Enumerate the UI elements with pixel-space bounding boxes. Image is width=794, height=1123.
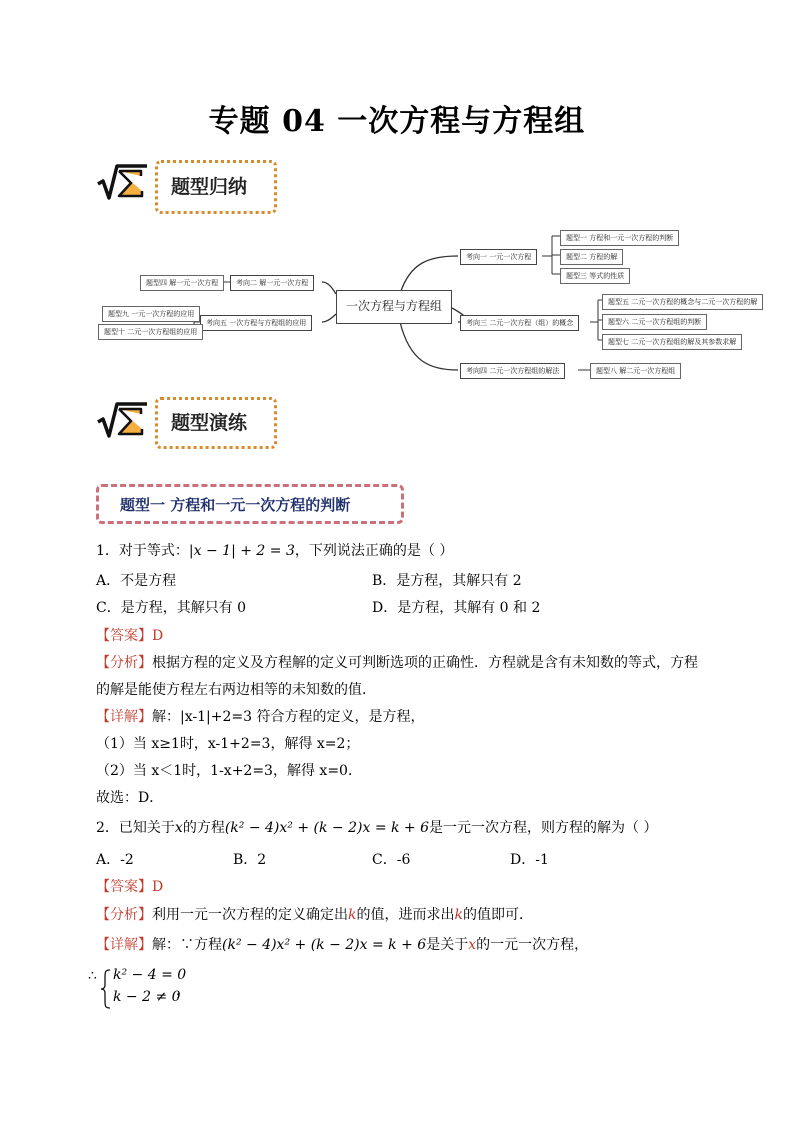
q2-detail-mid: 是关于 [426,937,469,953]
q2-system-brace [99,968,113,1010]
q1-detail-text-1: 解：|x-1|+2=3 符合方程的定义，是方程， [152,709,425,725]
q2-analysis-tag: 【分析】 [96,907,152,923]
q1-stem [96,541,453,561]
q1-analysis-tag: 【分析】 [96,655,152,671]
q2-therefore: ∴ [88,968,97,984]
q2-detail-post: 的一元一次方程， [476,937,589,953]
mindmap-leaf-t8: 题型八 解二元一次方程组 [590,363,681,379]
mindmap-leaf-t4: 题型四 解一元一次方程 [140,275,224,291]
q2-analysis [96,905,533,925]
q1-detail-tag: 【详解】 [96,709,152,725]
page-title: 专题 04 一次方程与方程组 [208,104,586,139]
q1-opt-d: D．是方程，其解有 0 和 2 [372,600,541,616]
q2-system-line-1: k² − 4 = 0 [113,967,187,983]
q1-conclusion: 故选：D． [96,790,164,806]
q2-analysis-mid: 的值，进而求出 [356,907,455,923]
q2-answer [96,877,163,897]
q1-opt-b: B．是方程，其解只有 2 [372,573,522,589]
q2-detail [96,935,588,955]
q1-stem-post: ，下列说法正确的是（ ） [294,543,454,559]
q1-detail-3: （2）当 x＜1时，1-x+2=3，解得 x=0． [96,763,362,779]
practice-section-label: 题型演练 [171,412,248,434]
q1-analysis-1 [96,653,698,673]
q2-stem [96,818,657,838]
q2-detail-var: x [468,937,477,953]
q2-answer-tag: 【答案】 [96,879,152,895]
q1-analysis-2: 的解是能使方程左右两边相等的未知数的值． [96,682,376,698]
q2-detail-pre: 解：∵方程 [152,937,222,953]
q1-stem-expr: |x − 1| + 2 = 3 [188,543,295,559]
q2-detail-expr: (k² − 4)x² + (k − 2)x = k + 6 [222,937,427,953]
mindmap-leaf-t5: 题型五 二元一次方程的概念与二元一次方程的解 [602,294,763,310]
q2-stem-var: x [174,820,183,836]
q2-analysis-post: 的值即可． [462,907,533,923]
mindmap-node-k3: 考向三 二元一次方程（组）的概念 [460,315,579,331]
q1-detail-1 [96,707,424,727]
mindmap-node-k1: 考向一 一元一次方程 [460,249,537,265]
q2-stem-post: 是一元一次方程，则方程的解为（ ） [429,820,658,836]
mindmap-leaf-t3: 题型三 等式的性质 [560,268,630,284]
q2-stem-expr: (k² − 4)x² + (k − 2)x = k + 6 [224,820,430,836]
q2-answer-value: D [152,879,164,895]
summary-section-label: 题型归纳 [171,176,248,198]
mindmap-leaf-t1: 题型一 方程和一元一次方程的判断 [560,230,679,246]
sqrt-sigma-icon [95,162,149,202]
q2-stem-mid: 的方程 [182,820,225,836]
mindmap-center: 一次方程与方程组 [336,290,452,324]
q2-opt-d: D．-1 [510,852,549,868]
q2-system-tail: ， [176,983,190,999]
q2-analysis-k1: k [348,907,357,923]
q2-analysis-k2: k [454,907,463,923]
q2-stem-pre: 2．已知关于 [96,820,175,836]
q2-analysis-pre: 利用一元一次方程的定义确定出 [152,907,348,923]
mindmap-leaf-t7: 题型七 二元一次方程组的解及其参数求解 [602,334,742,350]
q1-detail-2: （1）当 x≥1时，x-1+2=3，解得 x=2； [96,736,360,752]
q1-answer-tag: 【答案】 [96,628,152,644]
q2-opt-b: B．2 [233,852,267,868]
q1-analysis-text-1: 根据方程的定义及方程解的定义可判断选项的正确性．方程就是含有未知数的等式，方程 [152,655,698,671]
mindmap [90,222,758,382]
q1-answer-value: D [152,628,164,644]
q2-detail-tag: 【详解】 [96,937,152,953]
mindmap-leaf-t2: 题型二 方程的解 [560,249,623,265]
mindmap-node-k4: 考向四 二元一次方程组的解法 [460,363,565,379]
topic-label: 题型一 方程和一元一次方程的判断 [120,496,351,514]
q2-opt-c: C．-6 [372,852,411,868]
q1-opt-a: A．不是方程 [96,573,177,589]
q1-answer [96,626,163,646]
q1-stem-pre: 1．对于等式： [96,543,189,559]
mindmap-node-k2: 考向二 解一元一次方程 [230,275,314,291]
q1-opt-c: C．是方程，其解只有 0 [96,600,247,616]
mindmap-leaf-t6: 题型六 二元一次方程组的判断 [602,314,707,330]
q2-opt-a: A．-2 [96,852,134,868]
mindmap-leaf-t10: 题型十 二元一次方程组的应用 [98,324,203,340]
sqrt-sigma-icon [95,400,149,440]
mindmap-node-k5: 考向五 一次方程与方程组的应用 [200,315,312,331]
q2-system-line-2: k − 2 ≠ 0 [113,989,181,1005]
mindmap-leaf-t9: 题型九 一元一次方程的应用 [102,306,200,322]
